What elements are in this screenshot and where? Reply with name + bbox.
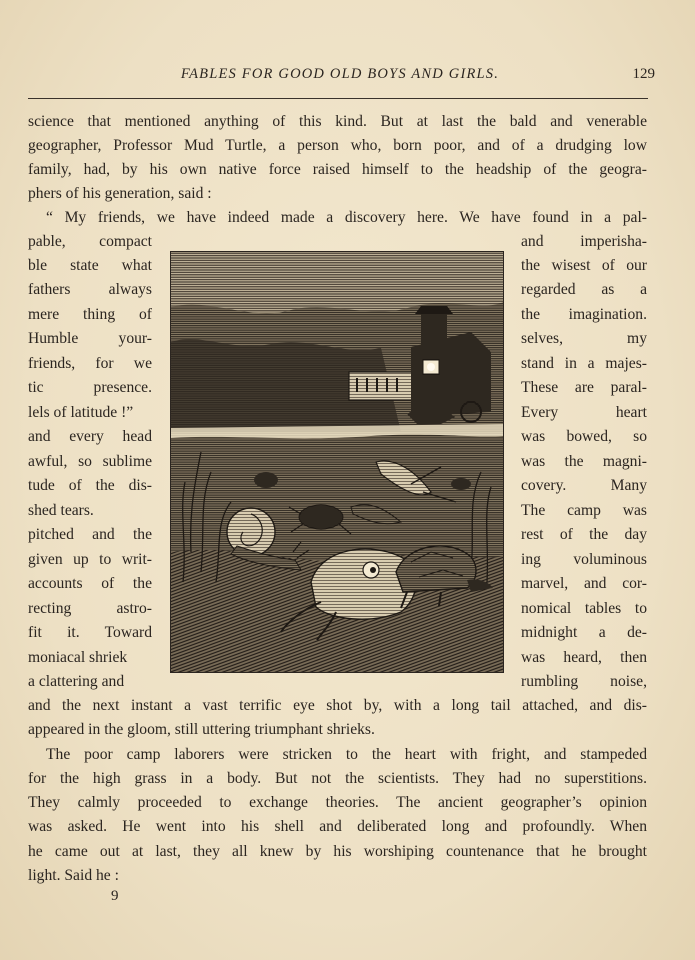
left-column-line: ble state what [28, 257, 152, 274]
left-column-line: shed tears. [28, 502, 94, 519]
text-line: They calmly proceeded to exchange theories. The ancient geographer’s opinion [28, 794, 647, 811]
right-column-line: was heard, then [521, 649, 647, 666]
page-number: 129 [632, 66, 655, 82]
left-column-line: a clattering and [28, 673, 125, 690]
text-line: appeared in the gloom, still uttering triumphant shrieks. [28, 721, 375, 738]
right-column-line: The camp was [521, 502, 647, 519]
text-line: science that mentioned anything of this kind. But at last the bald and venerable [28, 113, 647, 130]
left-column-line: awful, so sublime [28, 453, 152, 470]
signature-mark: 9 [111, 888, 119, 904]
text-line: was asked. He went into his shell and deliberated long and profoundly. When [28, 818, 647, 835]
left-column-line: pable, compact [28, 233, 152, 250]
left-column-line: mere thing of [28, 306, 152, 323]
right-column-line: was the magni- [521, 453, 647, 470]
text-line: phers of his generation, said : [28, 185, 212, 202]
left-column-line: accounts of the [28, 575, 152, 592]
left-column-line: given up to writ- [28, 551, 152, 568]
right-column-line: the wisest of our [521, 257, 647, 274]
left-column-line: Humble your- [28, 330, 152, 347]
right-column-line: midnight a de- [521, 624, 647, 641]
left-column-line: fathers always [28, 281, 152, 298]
left-column-line: tic presence. [28, 379, 152, 396]
left-column-line: friends, for we [28, 355, 152, 372]
left-column-line: recting astro- [28, 600, 152, 617]
right-column-line: was bowed, so [521, 428, 647, 445]
right-column-line: covery. Many [521, 477, 647, 494]
left-column-line: lels of latitude !” [28, 404, 134, 421]
right-column-line: selves, my [521, 330, 647, 347]
text-line: light. Said he : [28, 867, 119, 884]
right-column-line: rumbling noise, [521, 673, 647, 690]
right-column-line: Every heart [521, 404, 647, 421]
running-title: FABLES FOR GOOD OLD BOYS AND GIRLS. [180, 66, 500, 82]
right-column-line: These are paral- [521, 379, 647, 396]
right-column-line: rest of the day [521, 526, 647, 543]
right-column-line: and imperisha- [521, 233, 647, 250]
left-column-line: tude of the dis- [28, 477, 152, 494]
right-column-line: regarded as a [521, 281, 647, 298]
header-rule [28, 98, 648, 99]
right-column-line: stand in a majes- [521, 355, 647, 372]
engraving-illustration [170, 251, 504, 673]
right-column-line: marvel, and cor- [521, 575, 647, 592]
left-column-line: moniacal shriek [28, 649, 128, 666]
left-column-line: fit it. Toward [28, 624, 152, 641]
right-column-line: ing voluminous [521, 551, 647, 568]
right-column-line: nomical tables to [521, 600, 647, 617]
text-line: geographer, Professor Mud Turtle, a person who, born poor, and of a drudging low [28, 137, 647, 154]
left-column-line: and every head [28, 428, 152, 445]
text-line: he came out at last, they all knew by his worshiping countenance that he brought [28, 843, 647, 860]
text-line: The poor camp laborers were stricken to the heart with fright, and stampeded [46, 746, 647, 763]
text-line: for the high grass in a body. But not the scientists. They had no superstitions. [28, 770, 647, 787]
text-line: and the next instant a vast terrific eye shot by, with a long tail attached, and dis- [28, 697, 647, 714]
left-column-line: pitched and the [28, 526, 152, 543]
right-column-line: the imagination. [521, 306, 647, 323]
text-line: family, had, by his own native force raised himself to the headship of the geogra- [28, 161, 647, 178]
text-line: “ My friends, we have indeed made a discovery here. We have found in a pal- [46, 209, 647, 226]
